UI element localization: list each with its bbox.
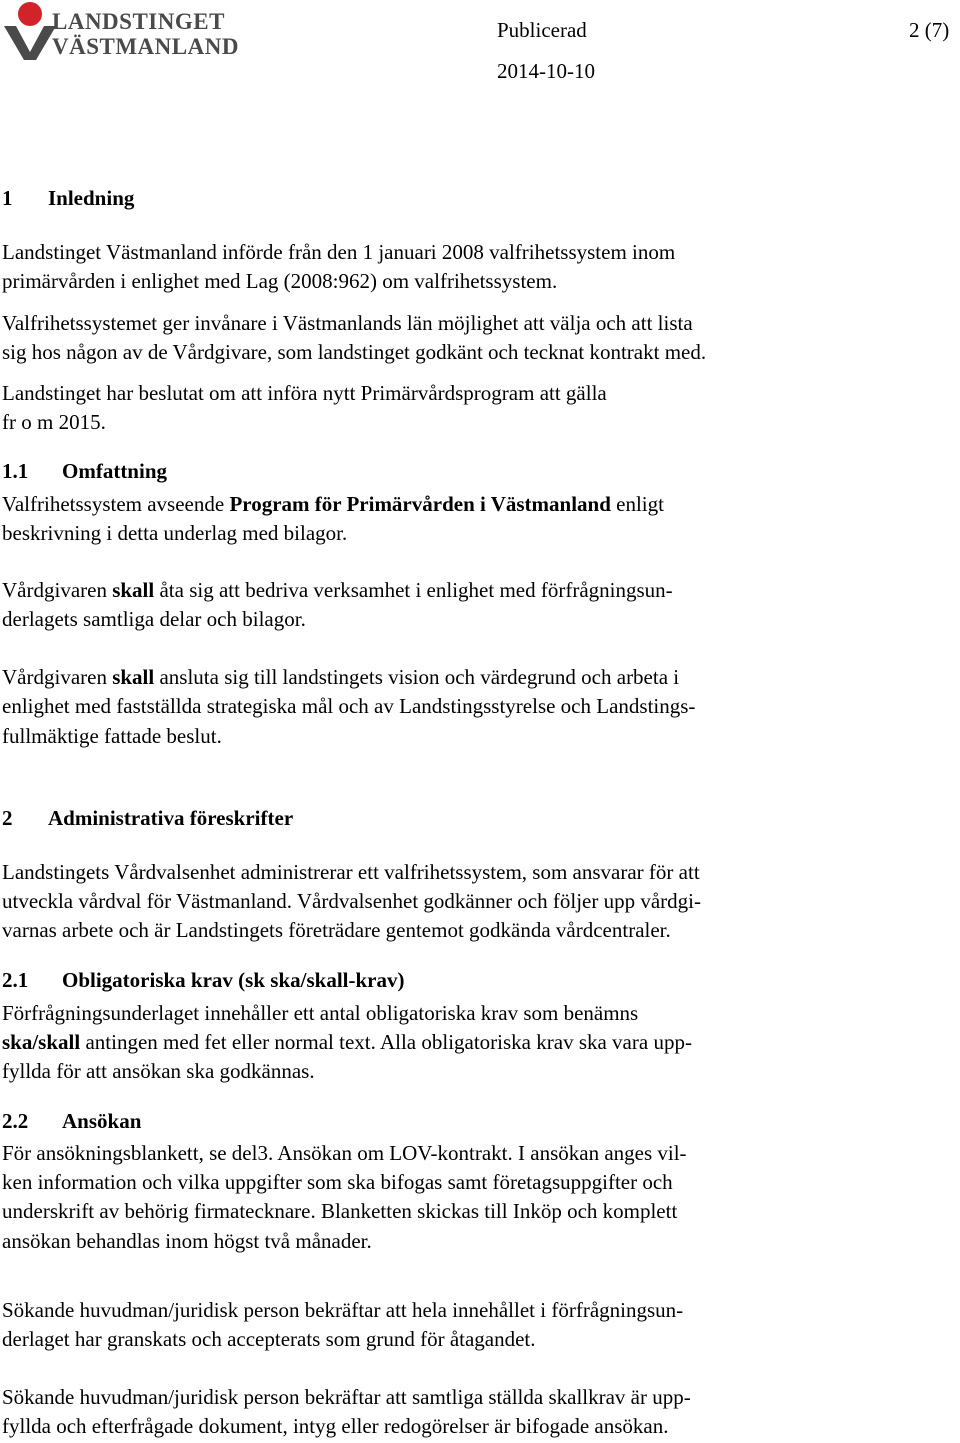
text-line: Sökande huvudman/juridisk person bekräftar att samtliga ställda skallkrav är upp- bbox=[2, 1385, 691, 1409]
text-line: utveckla vårdval för Västmanland. Vårdvalsenhet godkänner och följer upp vårdgi- bbox=[2, 889, 701, 913]
text-line: fr o m 2015. bbox=[2, 410, 106, 434]
text-line bbox=[2, 1032, 692, 1053]
section-title: Administrativa föreskrifter bbox=[48, 806, 294, 830]
text-line: enlighet med fastställda strategiska mål och av Landstingsstyrelse och Landstings- bbox=[2, 694, 696, 718]
text-line: Landstinget Västmanland införde från den 1 januari 2008 valfrihetssystem inom bbox=[2, 240, 676, 264]
publication-date: 2014-10-10 bbox=[497, 59, 595, 83]
section-number: 2.2 bbox=[2, 1109, 29, 1133]
page-number: 2 (7) bbox=[909, 18, 950, 42]
text-line: fullmäktige fattade beslut. bbox=[2, 724, 222, 748]
section-title: Omfattning bbox=[62, 459, 167, 483]
text-line: fyllda för att ansökan ska godkännas. bbox=[2, 1059, 315, 1083]
skall-bold: skall bbox=[112, 665, 155, 689]
publication-status: Publicerad bbox=[497, 18, 587, 42]
text-line: Valfrihetssystemet ger invånare i Västmanlands län möjlighet att välja och att lista bbox=[2, 311, 693, 335]
text-segment: Vårdgivaren bbox=[2, 665, 113, 689]
text-line: ken information och vilka uppgifter som ska bifogas samt företagsuppgifter och bbox=[2, 1170, 673, 1194]
logo-mark-icon bbox=[0, 0, 60, 62]
text-line bbox=[2, 667, 679, 688]
program-name-bold: Program för Primärvården i Västmanland bbox=[229, 492, 611, 516]
text-line: varnas arbete och är Landstingets företrädare gentemot godkända vårdcentraler. bbox=[2, 918, 671, 942]
text-segment: antingen med fet eller normal text. Alla obligatoriska krav ska vara upp- bbox=[80, 1030, 692, 1054]
text-segment: Vårdgivaren bbox=[2, 578, 113, 602]
text-line: fyllda och efterfrågade dokument, intyg eller redogörelser är bifogade ansökan. bbox=[2, 1414, 669, 1438]
text-line: derlagets samtliga delar och bilagor. bbox=[2, 607, 306, 631]
text-segment: åta sig att bedriva verksamhet i enlighet med förfrågningsun- bbox=[154, 578, 673, 602]
section-heading-2-1 bbox=[2, 970, 404, 991]
landstinget-logo bbox=[0, 0, 239, 62]
logo-text-line2: VÄSTMANLAND bbox=[52, 34, 239, 59]
section-number: 2 bbox=[2, 806, 13, 830]
text-line: Förfrågningsunderlaget innehåller ett antal obligatoriska krav som benämns bbox=[2, 1001, 639, 1025]
text-line: derlaget har granskats och accepterats som grund för åtagandet. bbox=[2, 1327, 536, 1351]
text-line bbox=[2, 494, 664, 515]
text-line: För ansökningsblankett, se del3. Ansökan om LOV-kontrakt. I ansökan anges vil- bbox=[2, 1141, 687, 1165]
section-heading-1 bbox=[2, 188, 134, 209]
text-line: primärvården i enlighet med Lag (2008:962) om valfrihetssystem. bbox=[2, 269, 558, 293]
section-number: 1 bbox=[2, 186, 13, 210]
text-line bbox=[2, 580, 673, 601]
text-line: sig hos någon av de Vårdgivare, som landstinget godkänt och tecknat kontrakt med. bbox=[2, 340, 707, 364]
skall-bold: skall bbox=[112, 578, 155, 602]
section-number: 2.1 bbox=[2, 968, 29, 992]
section-title: Inledning bbox=[48, 186, 135, 210]
ska-skall-bold: ska/skall bbox=[2, 1030, 81, 1054]
text-segment: Valfrihetssystem avseende bbox=[2, 492, 230, 516]
section-heading-2 bbox=[2, 808, 293, 829]
section-title: Obligatoriska krav (sk ska/skall-krav) bbox=[62, 968, 405, 992]
logo-text-line1: LANDSTINGET bbox=[52, 9, 225, 34]
text-line: underskrift av behörig firmatecknare. Blanketten skickas till Inköp och komplett bbox=[2, 1199, 678, 1223]
text-line: ansökan behandlas inom högst två månader. bbox=[2, 1229, 372, 1253]
text-segment: enligt bbox=[610, 492, 664, 516]
text-segment: ansluta sig till landstingets vision och värdegrund och arbeta i bbox=[154, 665, 680, 689]
section-number: 1.1 bbox=[2, 459, 29, 483]
text-line: beskrivning i detta underlag med bilagor. bbox=[2, 521, 348, 545]
text-line: Landstingets Vårdvalsenhet administrerar ett valfrihetssystem, som ansvarar för att bbox=[2, 860, 700, 884]
section-heading-2-2 bbox=[2, 1111, 141, 1132]
text-line: Landstinget har beslutat om att införa nytt Primärvårdsprogram att gälla bbox=[2, 381, 607, 405]
text-line: Sökande huvudman/juridisk person bekräftar att hela innehållet i förfrågningsun- bbox=[2, 1298, 684, 1322]
section-heading-1-1 bbox=[2, 461, 167, 482]
section-title: Ansökan bbox=[62, 1109, 142, 1133]
